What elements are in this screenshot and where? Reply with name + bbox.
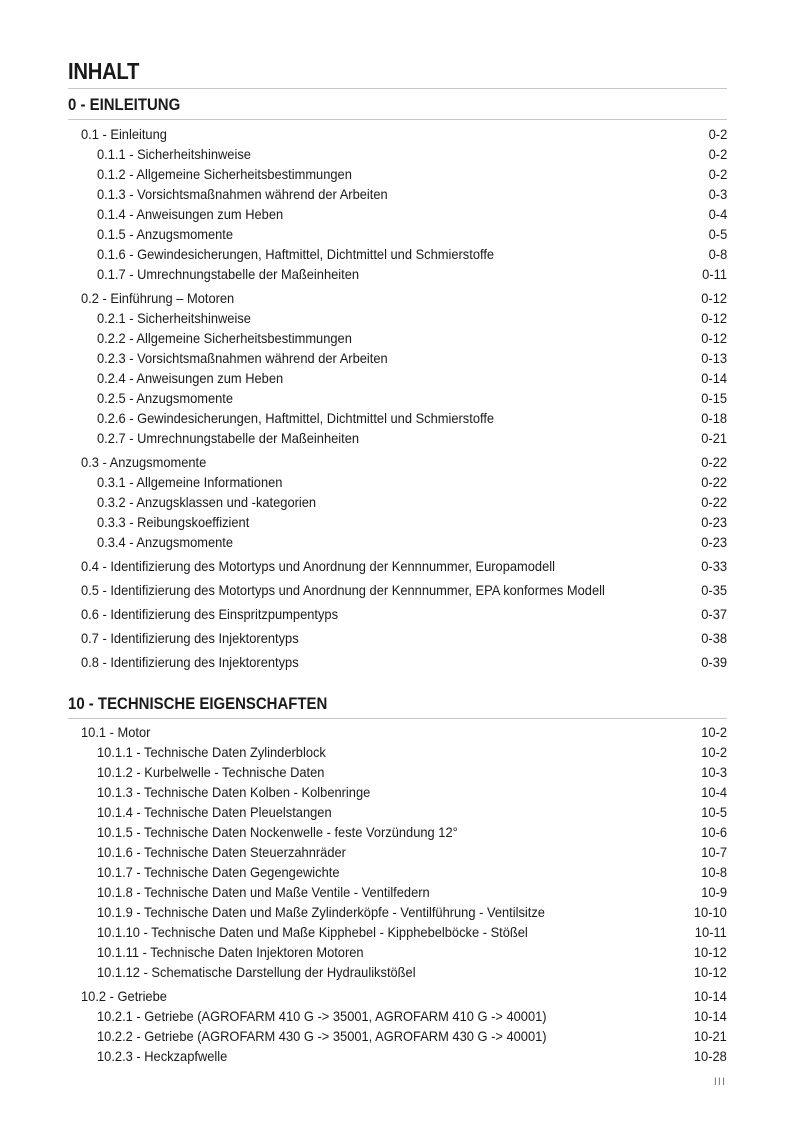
entry-label: 10.2 - Getriebe bbox=[81, 988, 167, 1004]
entry-page-number: 10-21 bbox=[694, 1028, 727, 1044]
entry-page-number: 0-38 bbox=[701, 630, 727, 646]
toc-entry-level2[interactable] bbox=[68, 862, 727, 882]
entry-label: 10.1 - Motor bbox=[81, 724, 151, 740]
toc-entry-level2[interactable] bbox=[68, 942, 727, 962]
toc-entry-level1[interactable] bbox=[68, 452, 727, 472]
toc-entry-level2[interactable] bbox=[68, 842, 727, 862]
toc-entry-level2[interactable] bbox=[68, 472, 727, 492]
entry-label: 10.2.3 - Heckzapfwelle bbox=[97, 1048, 228, 1064]
toc-entry-level2[interactable] bbox=[68, 164, 727, 184]
entry-page-number: 10-12 bbox=[694, 944, 727, 960]
entry-page-number: 0-2 bbox=[708, 146, 727, 162]
entry-page-number: 0-12 bbox=[701, 290, 727, 306]
toc-group bbox=[68, 452, 727, 552]
entry-page-number: 10-14 bbox=[694, 1008, 727, 1024]
entry-label: 10.1.12 - Schematische Darstellung der Hydraulikstößel bbox=[97, 964, 416, 980]
toc-entry-level2[interactable] bbox=[68, 1046, 727, 1066]
entry-label: 0.8 - Identifizierung des Injektorentyps bbox=[81, 654, 299, 670]
toc-entry-level1[interactable] bbox=[68, 556, 727, 576]
toc-group bbox=[68, 124, 727, 284]
toc-entry-level2[interactable] bbox=[68, 1006, 727, 1026]
entry-label: 0.1.1 - Sicherheitshinweise bbox=[97, 146, 251, 162]
toc-entry-level2[interactable] bbox=[68, 492, 727, 512]
toc-group bbox=[68, 604, 727, 624]
section-entries bbox=[68, 719, 727, 1066]
toc-entry-level2[interactable] bbox=[68, 742, 727, 762]
entry-label: 10.2.2 - Getriebe (AGROFARM 430 G -> 35001, AGROFARM 430 G -> 40001) bbox=[97, 1028, 547, 1044]
entry-page-number: 0-21 bbox=[701, 430, 727, 446]
toc-group bbox=[68, 580, 727, 600]
toc-entry-level2[interactable] bbox=[68, 782, 727, 802]
entry-page-number: 0-12 bbox=[701, 330, 727, 346]
entry-label: 0.1.3 - Vorsichtsmaßnahmen während der Arbeiten bbox=[97, 186, 388, 202]
toc-entry-level2[interactable] bbox=[68, 144, 727, 164]
entry-label: 0.2.2 - Allgemeine Sicherheitsbestimmungen bbox=[97, 330, 352, 346]
entry-page-number: 10-28 bbox=[694, 1048, 727, 1064]
toc-group bbox=[68, 986, 727, 1066]
entry-page-number: 10-2 bbox=[701, 724, 727, 740]
entry-label: 10.2.1 - Getriebe (AGROFARM 410 G -> 35001, AGROFARM 410 G -> 40001) bbox=[97, 1008, 547, 1024]
entry-label: 0.3.3 - Reibungskoeffizient bbox=[97, 514, 250, 530]
entry-label: 0.7 - Identifizierung des Injektorentyps bbox=[81, 630, 299, 646]
entry-label: 0.2.6 - Gewindesicherungen, Haftmittel, Dichtmittel und Schmierstoffe bbox=[97, 410, 495, 426]
entry-page-number: 0-13 bbox=[701, 350, 727, 366]
page-number: III bbox=[713, 1076, 726, 1088]
title-divider bbox=[68, 88, 727, 89]
toc-entry-level2[interactable] bbox=[68, 532, 727, 552]
toc-entry-level2[interactable] bbox=[68, 822, 727, 842]
toc-entry-level2[interactable] bbox=[68, 802, 727, 822]
entry-page-number: 0-23 bbox=[701, 534, 727, 550]
entry-page-number: 10-4 bbox=[701, 784, 727, 800]
entry-label: 0.6 - Identifizierung des Einspritzpumpentyps bbox=[81, 606, 339, 622]
toc-entry-level2[interactable] bbox=[68, 328, 727, 348]
toc-group bbox=[68, 652, 727, 672]
entry-page-number: 10-6 bbox=[701, 824, 727, 840]
toc-group bbox=[68, 288, 727, 448]
entry-page-number: 0-23 bbox=[701, 514, 727, 530]
toc-entry-level2[interactable] bbox=[68, 224, 727, 244]
table-of-contents bbox=[68, 93, 727, 1066]
entry-label: 0.4 - Identifizierung des Motortyps und Anordnung der Kennnummer, Europamodell bbox=[81, 558, 555, 574]
entry-label: 0.2.3 - Vorsichtsmaßnahmen während der Arbeiten bbox=[97, 350, 388, 366]
section-title: 10 - TECHNISCHE EIGENSCHAFTEN bbox=[68, 694, 328, 713]
entry-page-number: 0-3 bbox=[708, 186, 727, 202]
entry-label: 10.1.2 - Kurbelwelle - Technische Daten bbox=[97, 764, 325, 780]
toc-entry-level1[interactable] bbox=[68, 124, 727, 144]
entry-page-number: 10-5 bbox=[701, 804, 727, 820]
entry-label: 10.1.10 - Technische Daten und Maße Kipphebel - Kipphebelböcke - Stößel bbox=[97, 924, 528, 940]
toc-entry-level1[interactable] bbox=[68, 288, 727, 308]
entry-page-number: 10-9 bbox=[701, 884, 727, 900]
entry-page-number: 0-33 bbox=[701, 558, 727, 574]
entry-label: 10.1.6 - Technische Daten Steuerzahnräder bbox=[97, 844, 346, 860]
entry-page-number: 0-5 bbox=[708, 226, 727, 242]
entry-label: 0.2.5 - Anzugsmomente bbox=[97, 390, 234, 406]
entry-page-number: 0-22 bbox=[701, 474, 727, 490]
entry-label: 10.1.8 - Technische Daten und Maße Ventile - Ventilfedern bbox=[97, 884, 430, 900]
toc-entry-level2[interactable] bbox=[68, 348, 727, 368]
entry-page-number: 0-22 bbox=[701, 494, 727, 510]
entry-label: 10.1.5 - Technische Daten Nockenwelle - feste Vorzündung 12° bbox=[97, 824, 458, 840]
entry-label: 0.1 - Einleitung bbox=[81, 126, 167, 142]
toc-entry-level2[interactable] bbox=[68, 184, 727, 204]
toc-entry-level1[interactable] bbox=[68, 628, 727, 648]
entry-label: 0.1.4 - Anweisungen zum Heben bbox=[97, 206, 284, 222]
entry-label: 0.3.2 - Anzugsklassen und -kategorien bbox=[97, 494, 317, 510]
entry-page-number: 0-11 bbox=[702, 266, 727, 282]
toc-entry-level2[interactable] bbox=[68, 244, 727, 264]
entry-label: 0.1.6 - Gewindesicherungen, Haftmittel, Dichtmittel und Schmierstoffe bbox=[97, 246, 495, 262]
toc-entry-level2[interactable] bbox=[68, 902, 727, 922]
entry-page-number: 10-10 bbox=[694, 904, 727, 920]
entry-page-number: 10-3 bbox=[701, 764, 727, 780]
section-title: 0 - EINLEITUNG bbox=[68, 95, 181, 114]
entry-label: 10.1.11 - Technische Daten Injektoren Motoren bbox=[97, 944, 364, 960]
toc-entry-level2[interactable] bbox=[68, 962, 727, 982]
toc-entry-level1[interactable] bbox=[68, 604, 727, 624]
entry-page-number: 0-2 bbox=[708, 126, 727, 142]
toc-group bbox=[68, 722, 727, 982]
entry-label: 0.1.7 - Umrechnungstabelle der Maßeinheiten bbox=[97, 266, 360, 282]
entry-page-number: 10-8 bbox=[701, 864, 727, 880]
toc-page bbox=[68, 56, 727, 1070]
entry-label: 0.3.4 - Anzugsmomente bbox=[97, 534, 234, 550]
toc-entry-level2[interactable] bbox=[68, 308, 727, 328]
entry-page-number: 0-2 bbox=[708, 166, 727, 182]
section-entries bbox=[68, 120, 727, 672]
toc-entry-level2[interactable] bbox=[68, 428, 727, 448]
entry-page-number: 10-11 bbox=[695, 924, 727, 940]
toc-entry-level2[interactable] bbox=[68, 882, 727, 902]
toc-entry-level2[interactable] bbox=[68, 762, 727, 782]
entry-label: 0.2.4 - Anweisungen zum Heben bbox=[97, 370, 284, 386]
toc-section bbox=[68, 93, 727, 672]
toc-entry-level2[interactable] bbox=[68, 1026, 727, 1046]
toc-entry-level2[interactable] bbox=[68, 388, 727, 408]
entry-page-number: 0-37 bbox=[701, 606, 727, 622]
entry-label: 10.1.4 - Technische Daten Pleuelstangen bbox=[97, 804, 332, 820]
entry-page-number: 0-14 bbox=[701, 370, 727, 386]
toc-entry-level2[interactable] bbox=[68, 264, 727, 284]
entry-label: 10.1.1 - Technische Daten Zylinderblock bbox=[97, 744, 326, 760]
toc-entry-level1[interactable] bbox=[68, 652, 727, 672]
entry-label: 0.2.1 - Sicherheitshinweise bbox=[97, 310, 251, 326]
entry-page-number: 0-15 bbox=[701, 390, 727, 406]
toc-entry-level2[interactable] bbox=[68, 408, 727, 428]
entry-page-number: 10-7 bbox=[701, 844, 727, 860]
entry-label: 0.5 - Identifizierung des Motortyps und Anordnung der Kennnummer, EPA konformes Modell bbox=[81, 582, 605, 598]
entry-label: 10.1.9 - Technische Daten und Maße Zylinderköpfe - Ventilführung - Ventilsitze bbox=[97, 904, 545, 920]
entry-page-number: 0-4 bbox=[708, 206, 727, 222]
entry-label: 10.1.7 - Technische Daten Gegengewichte bbox=[97, 864, 340, 880]
entry-page-number: 0-18 bbox=[701, 410, 727, 426]
section-spacer bbox=[68, 676, 727, 688]
document-title: INHALT bbox=[68, 58, 140, 84]
toc-entry-level1[interactable] bbox=[68, 580, 727, 600]
toc-entry-level2[interactable] bbox=[68, 922, 727, 942]
toc-entry-level2[interactable] bbox=[68, 512, 727, 532]
entry-page-number: 10-2 bbox=[701, 744, 727, 760]
toc-entry-level2[interactable] bbox=[68, 368, 727, 388]
entry-label: 0.3.1 - Allgemeine Informationen bbox=[97, 474, 283, 490]
entry-label: 10.1.3 - Technische Daten Kolben - Kolbenringe bbox=[97, 784, 371, 800]
entry-label: 0.2 - Einführung – Motoren bbox=[81, 290, 235, 306]
toc-entry-level2[interactable] bbox=[68, 204, 727, 224]
entry-page-number: 0-12 bbox=[701, 310, 727, 326]
entry-page-number: 0-8 bbox=[708, 246, 727, 262]
entry-page-number: 0-39 bbox=[701, 654, 727, 670]
entry-page-number: 0-22 bbox=[701, 454, 727, 470]
entry-label: 0.3 - Anzugsmomente bbox=[81, 454, 207, 470]
entry-label: 0.1.2 - Allgemeine Sicherheitsbestimmungen bbox=[97, 166, 352, 182]
entry-page-number: 10-12 bbox=[694, 964, 727, 980]
toc-group bbox=[68, 556, 727, 576]
entry-page-number: 0-35 bbox=[701, 582, 727, 598]
entry-page-number: 10-14 bbox=[694, 988, 727, 1004]
toc-section bbox=[68, 692, 727, 1066]
entry-label: 0.2.7 - Umrechnungstabelle der Maßeinheiten bbox=[97, 430, 360, 446]
toc-entry-level1[interactable] bbox=[68, 986, 727, 1006]
entry-label: 0.1.5 - Anzugsmomente bbox=[97, 226, 234, 242]
toc-entry-level1[interactable] bbox=[68, 722, 727, 742]
toc-group bbox=[68, 628, 727, 648]
